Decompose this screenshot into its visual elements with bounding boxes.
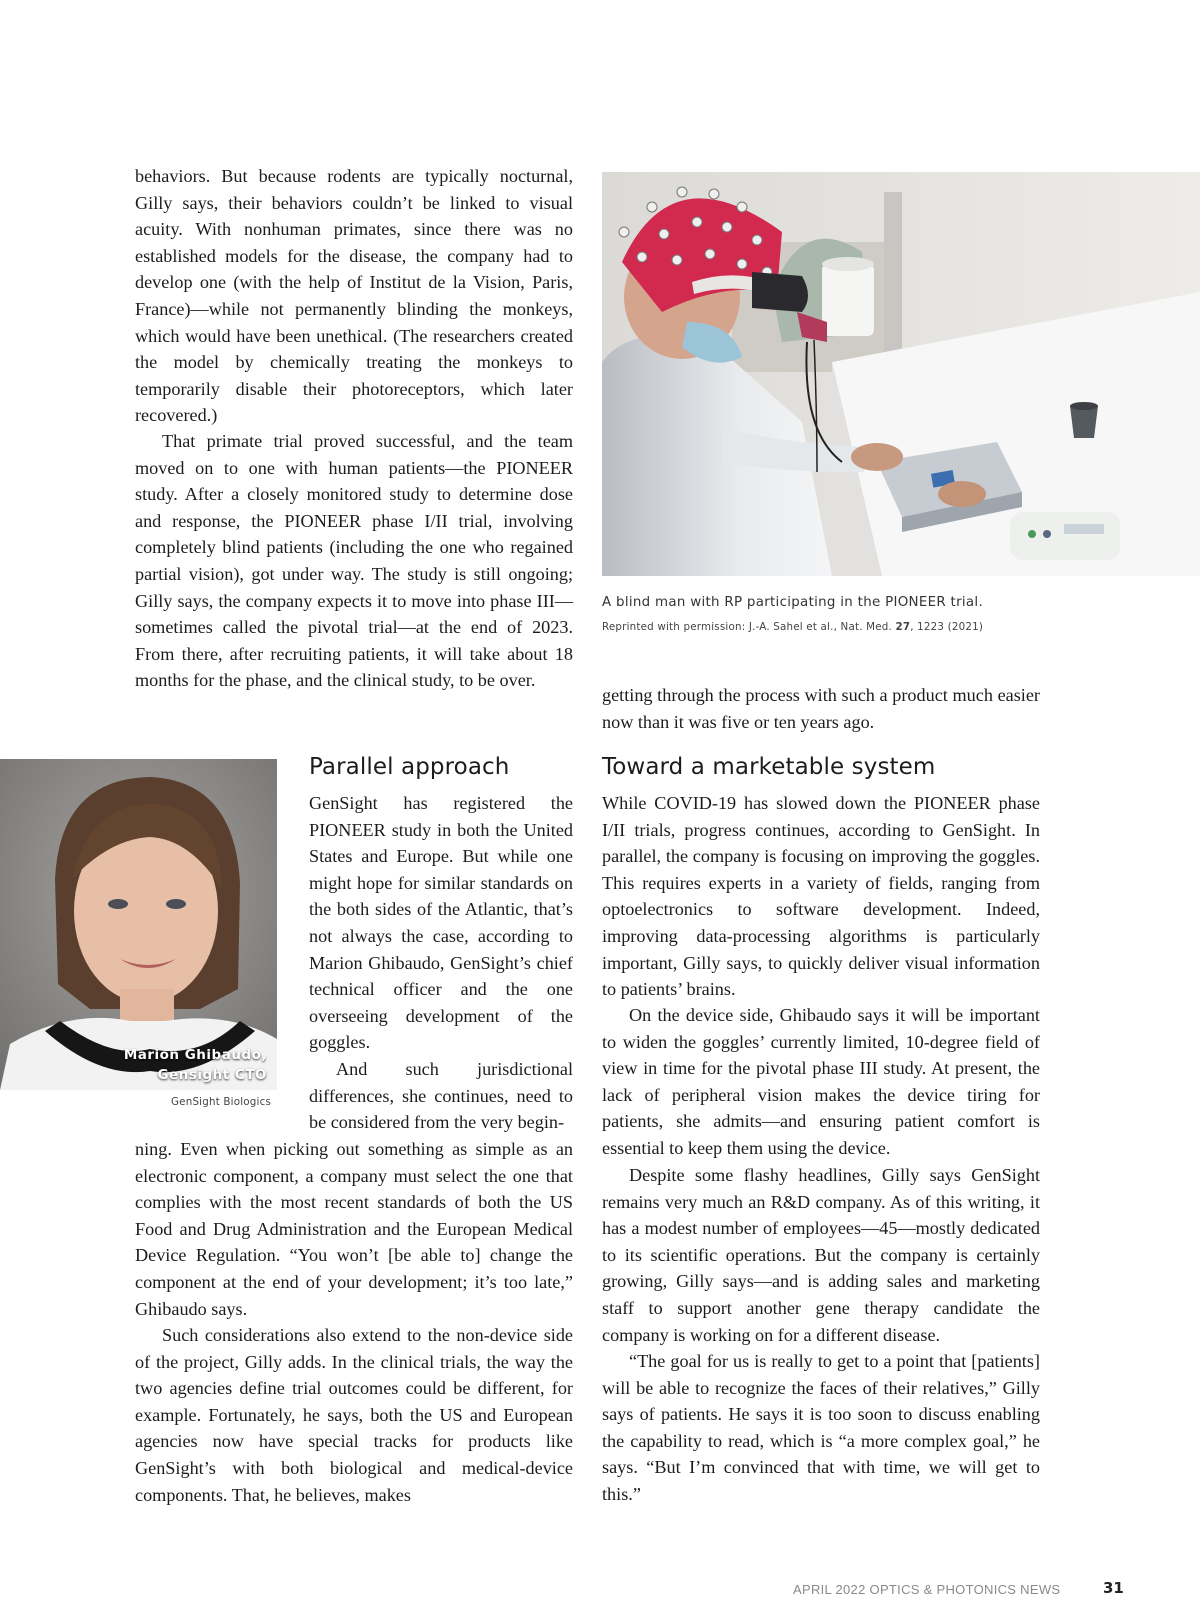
photo-portrait xyxy=(0,759,277,1090)
article-paragraph: Despite some flashy headlines, Gilly says GenSight remains very much an R&D company. As of this writing, it has a modest number of employees—45—mostly dedicated to its scientific operations. But the company is certainly growing, Gilly says—and is adding sales and marketing staff to support another gene therapy candidate the company is working on for a different disease. xyxy=(602,1165,1040,1345)
photo-caption: A blind man with RP participating in the PIONEER trial. xyxy=(602,595,983,610)
article-paragraph: On the device side, Ghibaudo says it will be important to widen the goggles’ currently limited, 10-degree field of view in time for the pivotal phase III study. At present, the lack of peripheral vision makes the device tiring for patients, she admits—and ensuring patient comfort is essential to keep them using the device. xyxy=(602,1005,1040,1158)
portrait-name: Marion Ghibaudo, xyxy=(123,1047,267,1063)
photo-credit xyxy=(602,621,983,633)
photo-credit-volume: 27 xyxy=(895,621,911,633)
article-paragraph: GenSight has registered the PIONEER study in both the United States and Europe. But while one might hope for similar standards on the both sides of the Atlantic, that’s not always the case, according to Marion Ghibaudo, GenSight’s chief technical officer and the one overseeing development of the goggles. xyxy=(309,793,573,1053)
article-paragraph: behaviors. But because rodents are typically nocturnal, Gilly says, their behaviors couldn’t be linked to visual acuity. With nonhuman primates, since there was no established models for the disease, the company had to develop one (with the help of Institut de la Vision, Paris, France)—while not permanently blinding the monkeys, which would have been unethical. (The researchers created the model by chemically treating the monkeys to temporarily disable their photoreceptors, which later recovered.) xyxy=(135,166,573,426)
section-heading: Parallel approach xyxy=(309,754,510,780)
photo-credit-text: Reprinted with permission: J.-A. Sahel et al., Nat. Med. xyxy=(602,621,892,633)
portrait-credit: GenSight Biologics xyxy=(171,1096,272,1108)
portrait-title: Gensight CTO xyxy=(157,1067,267,1083)
photo-credit-pages: , 1223 (2021) xyxy=(910,621,984,633)
pioneer-trial-illustration xyxy=(602,172,1200,576)
article-paragraph: While COVID-19 has slowed down the PIONEER phase I/II trials, progress continues, according to GenSight. In parallel, the company is focusing on improving the goggles. This requires experts in a variety of fields, ranging from optoelectronics to software development. Indeed, improving data-processing algorithms is particularly important, Gilly says, to quickly deliver visual information to patients’ brains. xyxy=(602,793,1040,1000)
portrait-illustration xyxy=(0,759,277,1090)
article-paragraph: getting through the process with such a product much easier now than it was five or ten years ago. xyxy=(602,685,1040,732)
article-paragraph: Such considerations also extend to the non-device side of the project, Gilly adds. In the clinical trials, the way the two agencies define trial outcomes could be different, for example. Fortunately, he says, both the US and European agencies now have special tracks for products like GenSight’s with both biological and medical-device components. That, he believes, makes xyxy=(135,1325,573,1505)
section-heading: Toward a marketable system xyxy=(602,754,936,780)
running-footer: APRIL 2022 OPTICS & PHOTONICS NEWS xyxy=(793,1582,1061,1597)
article-paragraph: And such jurisdictional differences, she continues, need to be considered from the very begin- xyxy=(309,1059,573,1133)
page-number: 31 xyxy=(1103,1579,1124,1597)
portrait-label xyxy=(124,1045,267,1085)
article-paragraph: That primate trial proved successful, and the team moved on to one with human patients—the PIONEER study. After a closely monitored study to determine dose and response, the PIONEER phase I/II trial, involving completely blind patients (including the one who regained partial vision), got under way. The study is still ongoing; Gilly says, the company expects it to move into phase III—sometimes called the pivotal trial—at the end of 2023. From there, after recruiting patients, it will take about 18 months for the phase, and the clinical study, to be over. xyxy=(135,431,573,691)
article-paragraph: “The goal for us is really to get to a point that [patients] will be able to recognize the faces of their relatives,” Gilly says of patients. He says it is too soon to discuss enabling the capability to read, which is “a more complex goal,” he says. “But I’m convinced that with time, we will get to this.” xyxy=(602,1351,1040,1504)
photo-pioneer-trial xyxy=(602,172,1200,576)
article-paragraph: ning. Even when picking out something as simple as an electronic component, a company must select the one that complies with the most recent standards of both the US Food and Drug Administration and the European Medical Device Regulation. “You won’t [be able to] change the component at the end of your development; it’s too late,” Ghibaudo says. xyxy=(135,1139,573,1319)
